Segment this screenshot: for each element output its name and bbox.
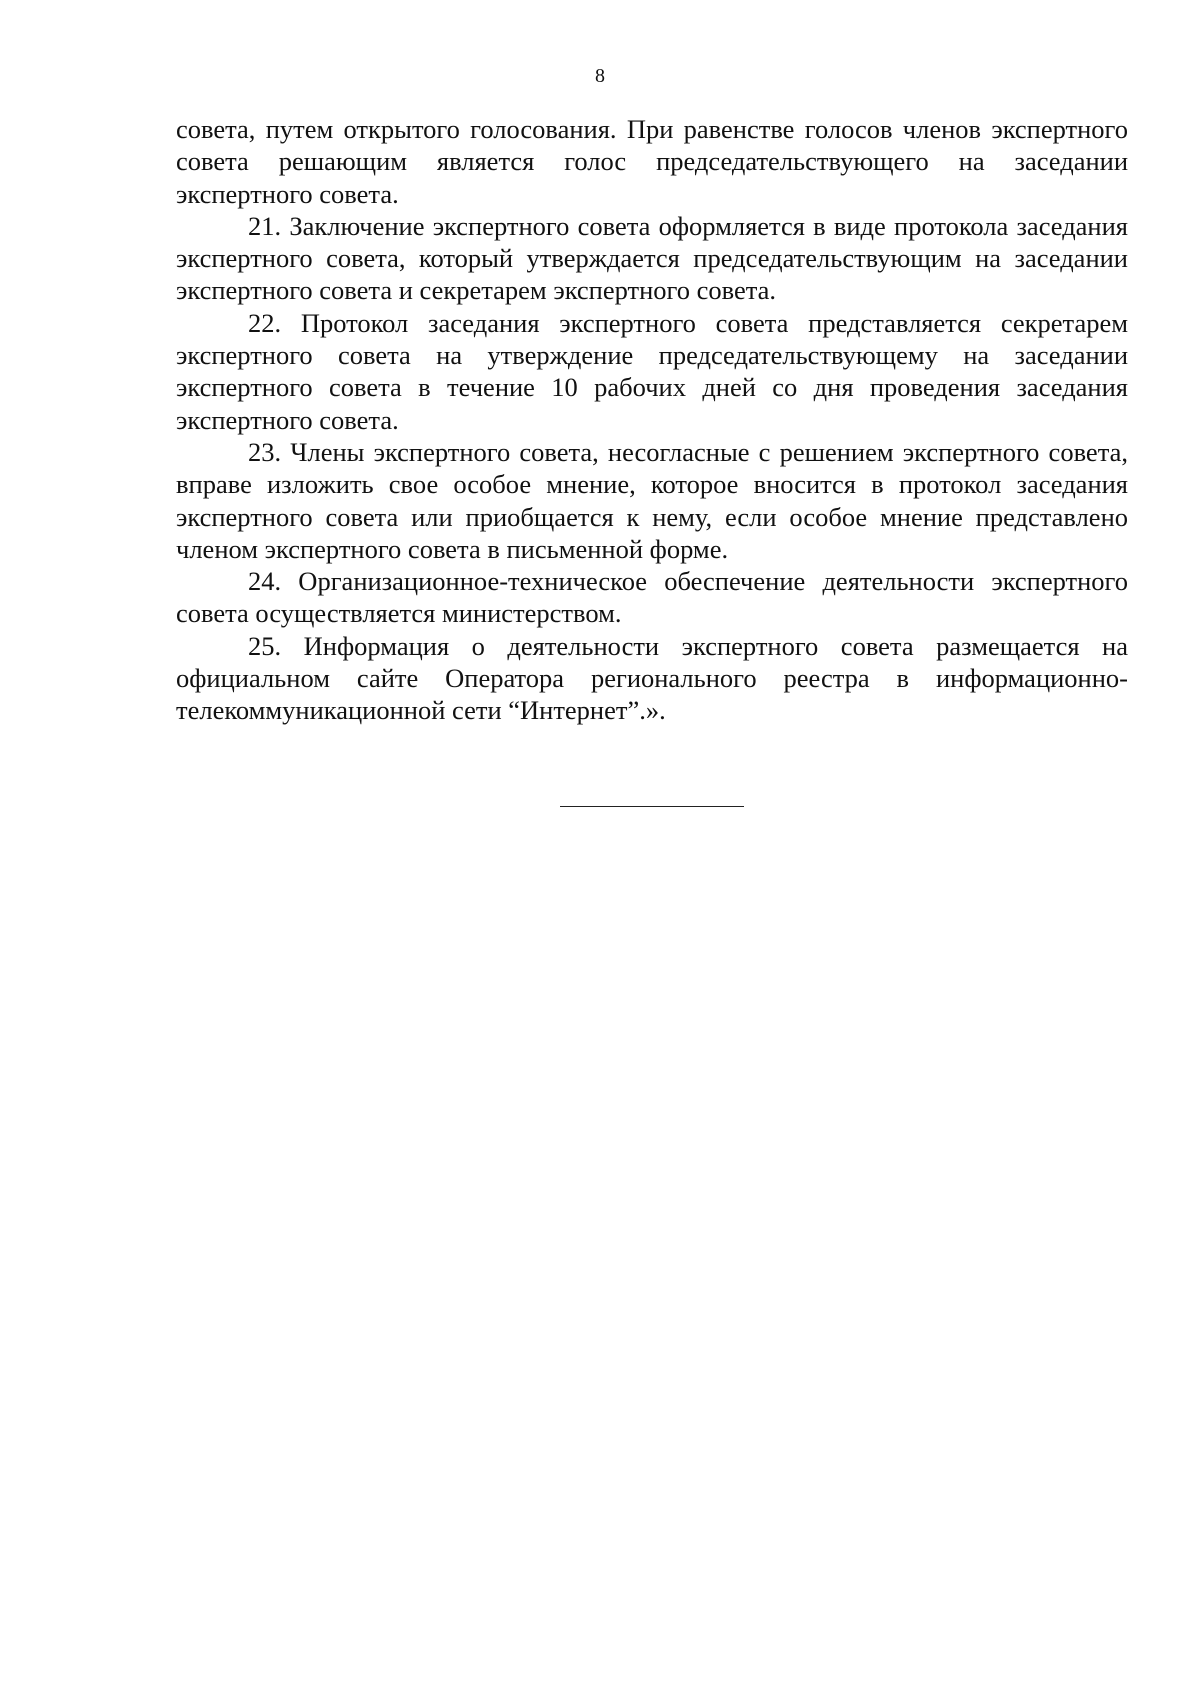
paragraph-21: 21. Заключение экспертного совета оформляется в виде протокола заседания экспертного совета, который утверждается председательствующим на заседании экспертного совета и секретарем экспертного совета. xyxy=(176,210,1128,306)
end-separator-line xyxy=(560,806,744,807)
page-number: 8 xyxy=(595,65,605,87)
paragraph-24: 24. Организационное-техническое обеспечение деятельности экспертного совета осуществляется министерством. xyxy=(176,566,1128,629)
paragraph-23: 23. Члены экспертного совета, несогласные с решением экспертного совета, вправе изложить свое особое мнение, которое вносится в протокол заседания экспертного совета или приобщается к нему, если особое мнение представлено членом экспертного совета в письменной форме. xyxy=(176,436,1128,564)
paragraph-continuation: совета, путем открытого голосования. При равенстве голосов членов экспертного совета решающим является голос председательствующего на заседании экспертного совета. xyxy=(176,114,1128,209)
document-body xyxy=(176,113,1128,727)
paragraph-22: 22. Протокол заседания экспертного совета представляется секретарем экспертного совета на утверждение председательствующему на заседании экспертного совета в течение 10 рабочих дней со дня проведения заседания экспертного совета. xyxy=(176,307,1128,435)
paragraph-25: 25. Информация о деятельности экспертного совета размещается на официальном сайте Оператора регионального реестра в информационно-телекоммуникационной сети “Интернет”.». xyxy=(176,630,1128,726)
